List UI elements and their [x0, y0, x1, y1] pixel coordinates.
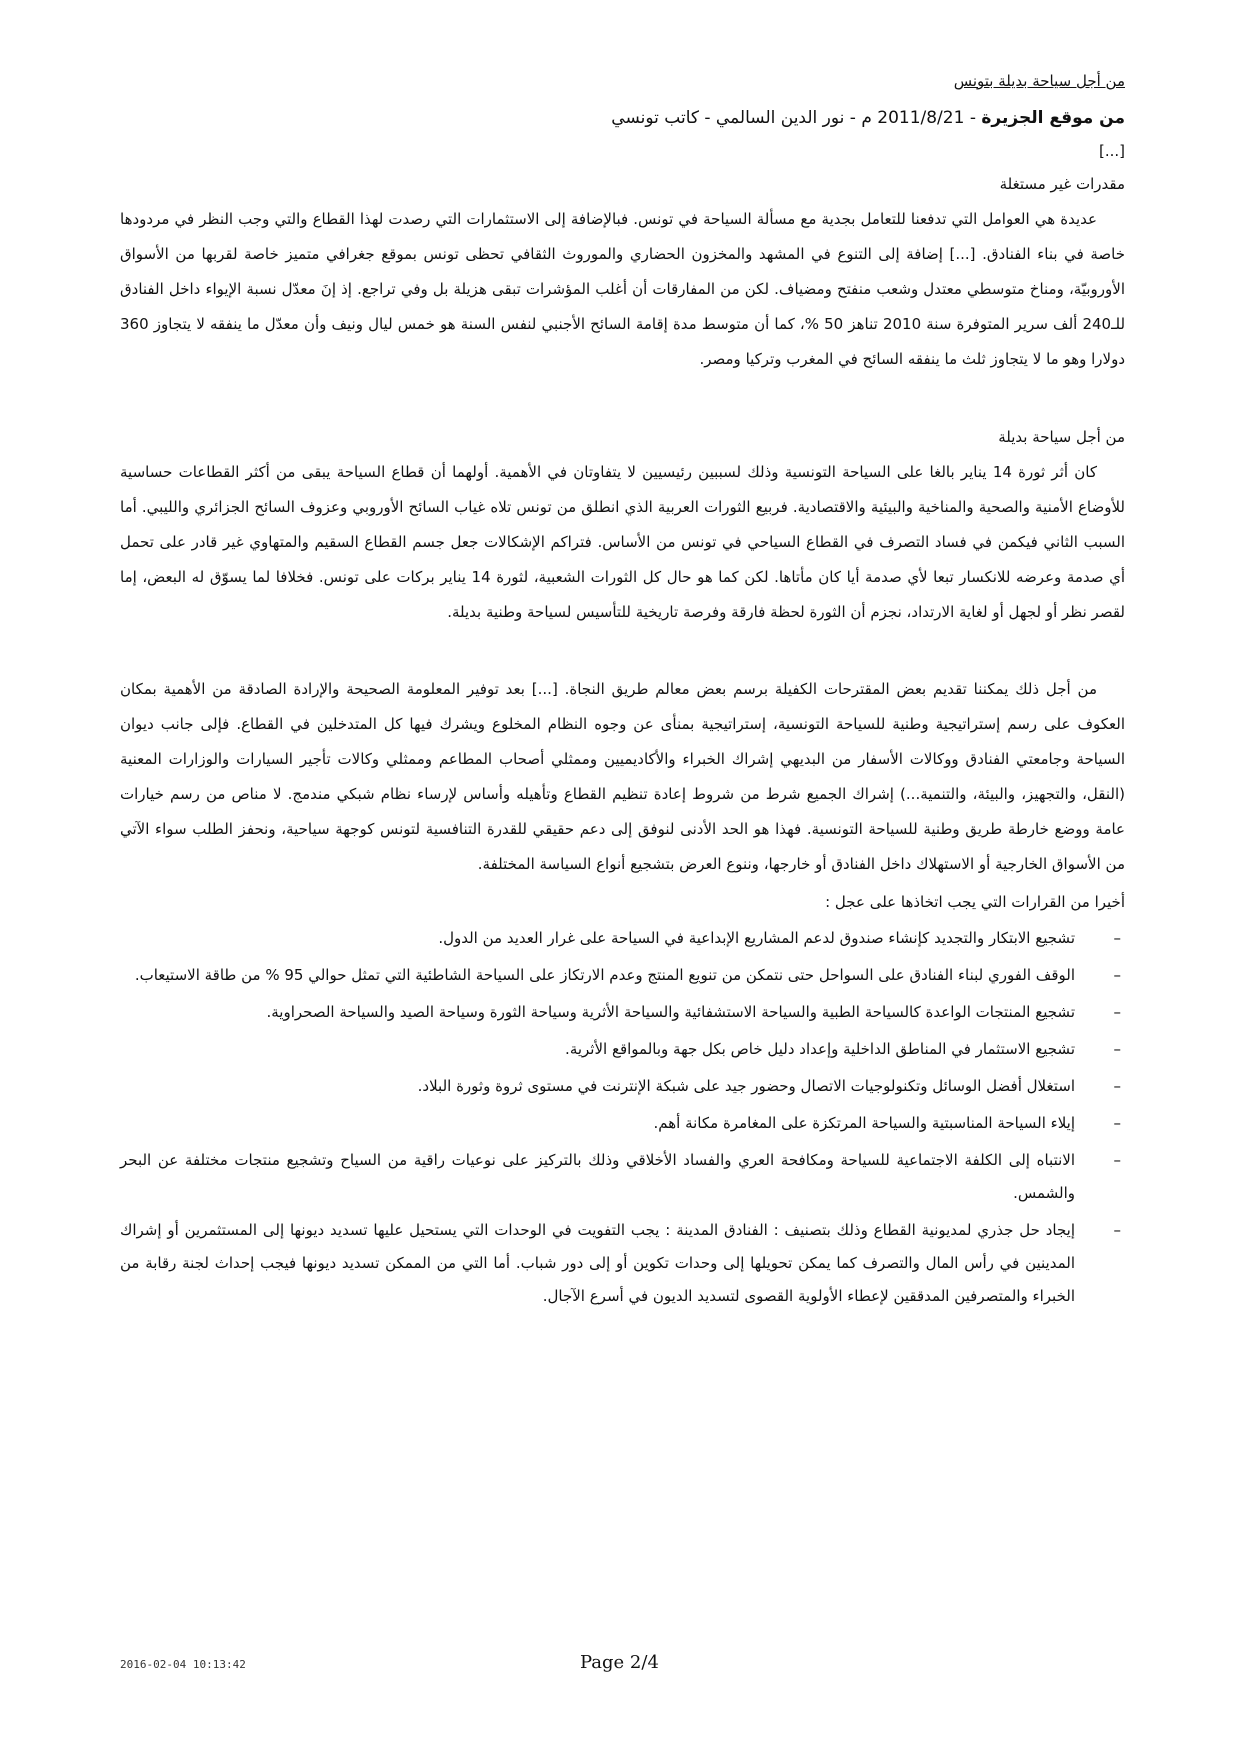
article-source [120, 104, 1125, 132]
list-item: – تشجيع الابتكار والتجديد كإنشاء صندوق لدعم المشاريع الإبداعية في السياحة على غرار العديد من الدول. [120, 922, 1125, 955]
paragraph-untapped-resources: عديدة هي العوامل التي تدفعنا للتعامل بجدية مع مسألة السياحة في تونس. فبالإضافة إلى الاستثمارات التي رصدت لهذا القطاع والتي وجب النظر في مردودها خاصة في بناء الفنادق. [...] إضافة إلى التنوع في المشهد والمخزون الحضاري والموروث الثقافي تحظى تونس بموقع جغرافي متميز خاصة لقربها من الأسواق الأوروبيّة، ومناخ متوسطي معتدل وشعب منفتح ومضياف. لكن من المفارقات أن أغلب المؤشرات تبقى هزيلة بل وفي تراجع. إذ إنَ معدّل نسبة الإيواء داخل الفنادق للـ240 ألف سرير المتوفرة سنة 2010 تناهز 50 %، كما أن متوسط مدة إقامة السائح الأجنبي لنفس السنة هو خمس ليال ونيف وأن معدّل ما ينفقه لا يتجاوز 360 دولارا وهو ما لا يتجاوز ثلث ما ينفقه السائح في المغرب وتركيا ومصر. [120, 210, 1126, 368]
list-item: – تشجيع المنتجات الواعدة كالسياحة الطبية والسياحة الاستشفائية والسياحة الأثرية وسياحة الثورة وسياحة الصيد والسياحة الصحراوية. [120, 996, 1125, 1029]
list-item: – إيلاء السياحة المناسبتية والسياحة المرتكزة على المغامرة مكانة أهم. [120, 1107, 1125, 1140]
list-item: – الوقف الفوري لبناء الفنادق على السواحل حتى نتمكن من تنويع المنتج وعدم الارتكاز على السياحة الشاطئية التي تمثل حوالي 95 % من طاقة الاستيعاب. [120, 959, 1125, 992]
decisions-intro: أخيرا من القرارات التي يجب اتخاذها على عجل : [825, 893, 1125, 911]
bullet-dash: – [1113, 1221, 1121, 1239]
bullet-dash: – [1113, 929, 1121, 947]
list-item: – الانتباه إلى الكلفة الاجتماعية للسياحة ومكافحة العري والفساد الأخلاقي وذلك بالتركيز على نوعيات راقية من السياح وتشجيع منتجات مختلفة عن البحر والشمس. [120, 1144, 1125, 1210]
source-site: من موقع الجزيرة [981, 108, 1125, 128]
document-page [120, 60, 1125, 1317]
paragraph-proposals: من أجل ذلك يمكننا تقديم بعض المقترحات الكفيلة برسم بعض معالم طريق النجاة. [...] بعد توفير المعلومة الصحيحة والإرادة الصادقة من الأهمية بمكان العكوف على رسم إستراتيجية وطنية للسياحة التونسية، إستراتيجية بمنأى عن وجوه النظام المخلوع ويشرك فيها كل المتدخلين في القطاع. فإلى جانب ديوان السياحة وجامعتي الفنادق ووكالات الأسفار من البديهي إشراك الخبراء والأكاديميين وممثلي أصحاب المطاعم وممثلي وكالات تأجير السيارات والوزارات المعنية (النقل، والتجهيز، والبيئة، والتنمية...) إشراك الجميع شرط من شروط إعادة تنظيم القطاع وتأهيله وأساس لإرساء نظام شبكي مندمج. لا مناص من رسم خيارات عامة ووضع خارطة طريق وطنية للسياحة التونسية. فهذا هو الحد الأدنى لنوفق إلى دعم حقيقي للقدرة التنافسية لتونس كوجهة سياحية، ونحفز الطلب سواء الآتي من الأسواق الخارجية أو الاستهلاك داخل الفنادق أو خارجها، وننوع العرض بتشجيع أنواع السياسة المختلفة. [120, 680, 1125, 873]
bullet-dash: – [1113, 1040, 1121, 1058]
article-title: من أجل سياحة بديلة بتونس [953, 72, 1125, 90]
paragraph-revolution-impact: كان أثر ثورة 14 يناير بالغا على السياحة التونسية وذلك لسببين رئيسيين لا يتفاوتان في الأهمية. أولهما أن قطاع السياحة يبقى من أكثر القطاعات حساسية للأوضاع الأمنية والصحية والمناخية والبيئية والاقتصادية. فربيع الثورات العربية الذي انطلق من تونس تلاه غياب السائح الأوروبي وعزوف السائح الجزائري والليبي. أما السبب الثاني فيكمن في فساد التصرف في القطاع السياحي في تونس من الأساس. فتراكم الإشكالات جعل جسم القطاع السقيم والمتهاوي غير قادر على تحمل أي صدمة وعرضه للانكسار تبعا لأي صدمة أيا كان مأتاها. لكن كما هو حال كل الثورات الشعبية، لثورة 14 يناير بركات على تونس. فخلافا لما يسوّق له البعض، إما لقصر نظر أو لجهل أو لغاية الارتداد، نجزم أن الثورة لحظة فارقة وفرصة تاريخية للتأسيس لسياحة وطنية بديلة. [120, 463, 1125, 621]
bullet-dash: – [1113, 1151, 1121, 1169]
bullet-dash: – [1113, 1077, 1121, 1095]
bullet-dash: – [1113, 1003, 1121, 1021]
decisions-list [120, 922, 1125, 1313]
list-item: – تشجيع الاستثمار في المناطق الداخلية وإعداد دليل خاص بكل جهة وبالمواقع الأثرية. [120, 1033, 1125, 1066]
bullet-dash: – [1113, 1114, 1121, 1132]
print-timestamp: 2016-02-04 10:13:42 [120, 1658, 246, 1671]
page-number: Page 2/4 [580, 1652, 659, 1673]
list-item: – استغلال أفضل الوسائل وتكنولوجيات الاتصال وحضور جيد على شبكة الإنترنت في مستوى ثروة وثورة البلاد. [120, 1070, 1125, 1103]
page-footer [120, 1652, 1125, 1682]
section-heading-untapped: مقدرات غير مستغلة [999, 175, 1125, 193]
source-details: - 2011/8/21 م - نور الدين السالمي - كاتب تونسي [611, 108, 982, 128]
section-heading-alternative: من أجل سياحة بديلة [998, 428, 1125, 446]
bullet-dash: – [1113, 966, 1121, 984]
list-item: – إيجاد حل جذري لمديونية القطاع وذلك بتصنيف : الفنادق المدينة : يجب التفويت في الوحدات التي يستحيل عليها تسديد ديونها إلى المستثمرين أو إشراك المدينين في رأس المال والتصرف كما يمكن تحويلها إلى وحدات تكوين أو إلى دور شباب. أما التي من الممكن تسديد ديونها فيجب إحداث لجنة رقابة من الخبراء والمتصرفين المدققين لإعطاء الأولوية القصوى لتسديد الديون في أسرع الآجال. [120, 1214, 1125, 1313]
ellipsis-marker: [...] [1098, 142, 1125, 160]
